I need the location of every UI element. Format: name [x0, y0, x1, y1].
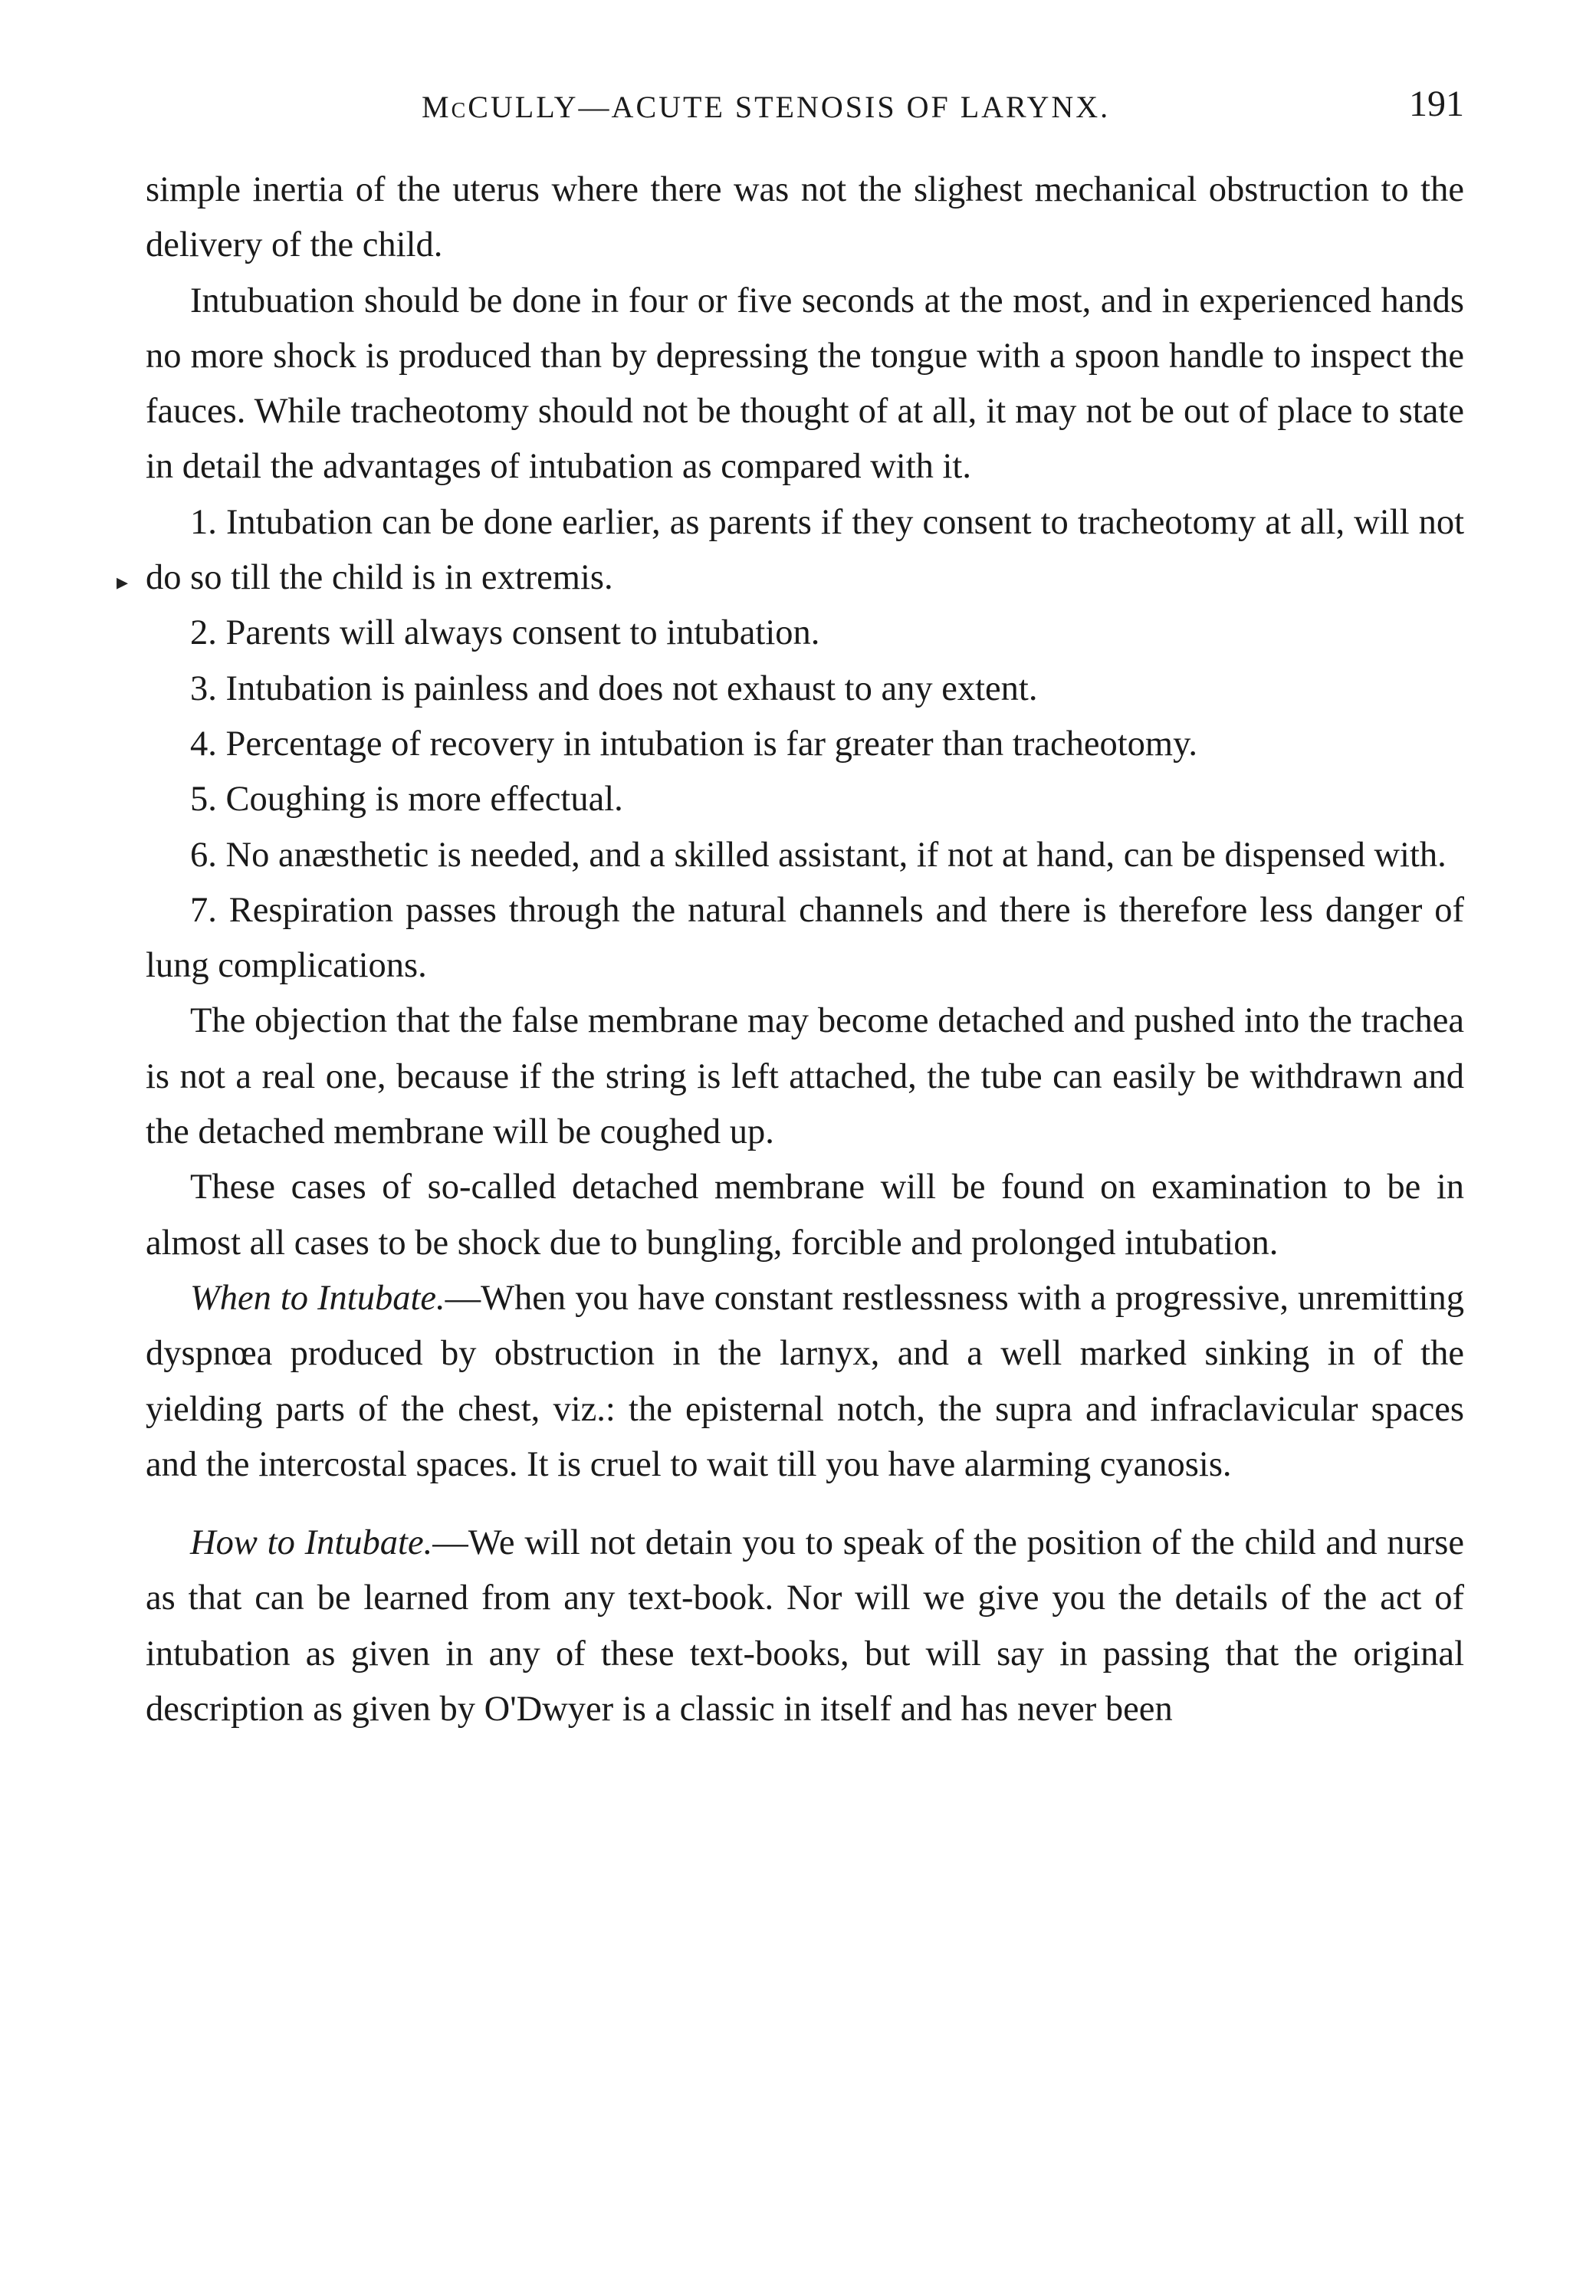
section-heading-when: When to Intubate. — [190, 1278, 445, 1318]
list-item-advantage-7: 7. Respiration passes through the natural channels and there is therefore less danger of lung complications. — [146, 890, 1464, 986]
running-head — [146, 83, 1464, 136]
section-text-how: —We will not detain you to speak of the position of the child and nurse as that can be learned from any text-book. Nor will we give you the details of the act of intubation as given in any of these text-books, but will say in passing that the original description as given by O'Dwyer is a classic in itself and has never been — [146, 1523, 1464, 1729]
paragraph-detached-membrane: These cases of so-called detached membrane will be found on examination to be in almost all cases to be shock due to bungling, forcible and prolonged intubation. — [146, 1168, 1464, 1263]
margin-mark-icon: ▸ — [117, 570, 129, 595]
paragraph-when-to-intubate — [146, 1271, 1464, 1493]
paragraph-how-to-intubate — [146, 1516, 1464, 1737]
page-number: 191 — [1409, 84, 1464, 124]
running-title: McCULLY—ACUTE STENOSIS OF LARYNX. — [422, 90, 1111, 124]
section-heading-how: How to Intubate. — [190, 1523, 433, 1563]
list-item-advantage-3: 3. Intubation is painless and does not exhaust to any extent. — [190, 668, 1038, 708]
list-item-advantage-6: 6. No anæsthetic is needed, and a skilled assistant, if not at hand, can be dispensed with. — [190, 835, 1447, 875]
paragraph-intubation-timing: Intubuation should be done in four or five seconds at the most, and in experienced hands no more shock is produced than by depressing the tongue with a spoon handle to inspect the fauces. While tracheotomy should not be thought of at all, it may not be out of place to state in detail the advantages of intubation as compared with it. — [146, 281, 1464, 487]
paragraph-objection: The objection that the false membrane may become detached and pushed into the trachea is not a real one, because if the string is left attached, the tube can easily be withdrawn and the detached membrane will be coughed up. — [146, 1001, 1464, 1152]
list-item-advantage-5: 5. Coughing is more effectual. — [190, 780, 623, 820]
section-text-when: —When you have constant restlessness with a progressive, unremitting dyspnœa produced by obstruction in the larnyx, and a well marked sinking in of the yielding parts of the chest, viz.: the episternal notch, the supra and infraclavicular spaces and the intercostal spaces. It is cruel to wait till you have alarming cyanosis. — [146, 1278, 1464, 1484]
list-item-advantage-1: 1. Intubation can be done earlier, as parents if they consent to tracheotomy at all, will not do so till the child is in extremis. — [146, 502, 1464, 598]
list-item-advantage-4: 4. Percentage of recovery in intubation is far greater than tracheotomy. — [190, 724, 1197, 764]
list-item-advantage-2: 2. Parents will always consent to intubation. — [190, 613, 820, 653]
paragraph-continuation: simple inertia of the uterus where there was not the slighest mechanical obstruction to the delivery of the child. — [146, 170, 1464, 265]
body-text — [146, 163, 1464, 1737]
